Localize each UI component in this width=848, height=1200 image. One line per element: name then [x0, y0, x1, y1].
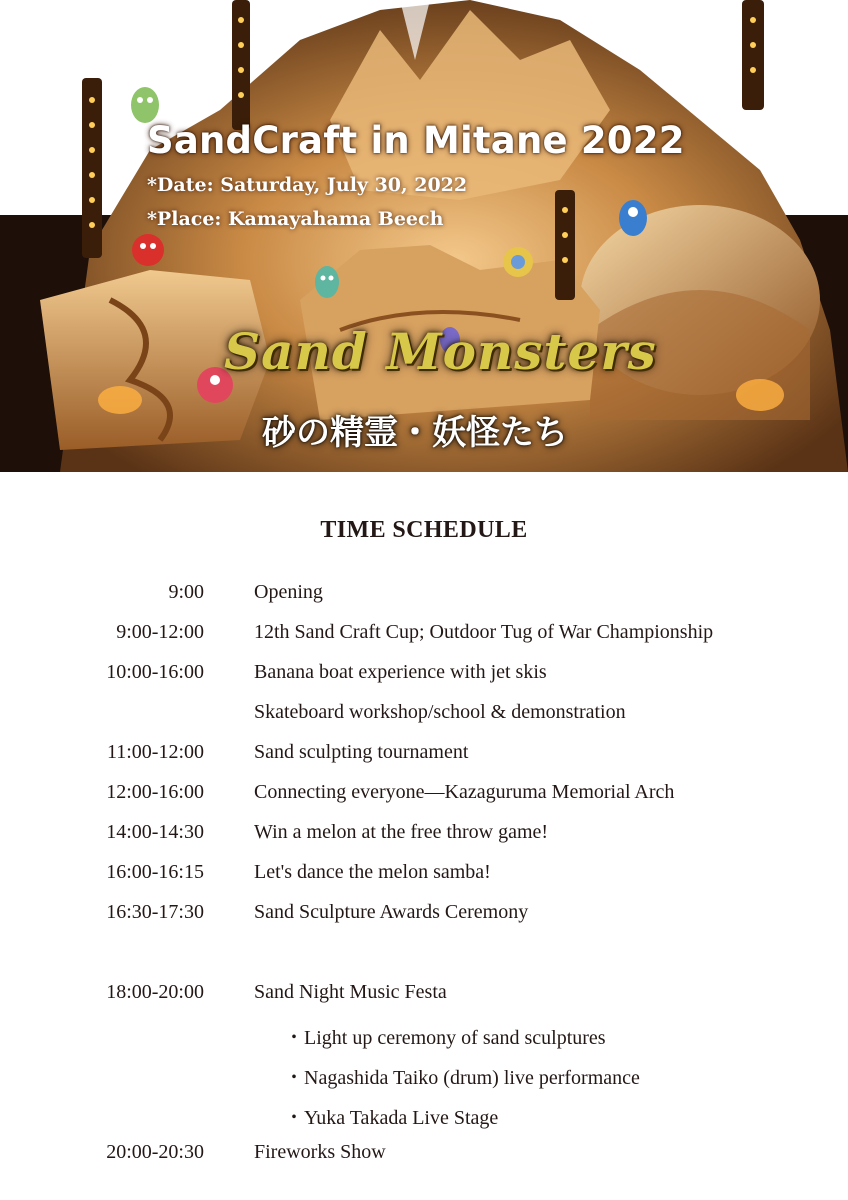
sand-sculpture-illustration [0, 0, 848, 472]
hero-banner [0, 0, 848, 472]
schedule-event: Let's dance the melon samba! [254, 861, 491, 883]
schedule-event: ・Nagashida Taiko (drum) live performance [284, 1067, 640, 1089]
blue-monster-icon [619, 200, 647, 236]
schedule-time: 12:00-16:00 [106, 781, 204, 803]
schedule-event: Sand Sculpture Awards Ceremony [254, 901, 529, 923]
schedule-time: 16:00-16:15 [106, 861, 204, 883]
schedule-event: Banana boat experience with jet skis [254, 661, 547, 683]
schedule-event: 12th Sand Craft Cup; Outdoor Tug of War Championship [254, 621, 714, 643]
snail-monster-icon [503, 247, 533, 277]
schedule-list [0, 573, 848, 1173]
green-monster-icon [131, 87, 159, 123]
event-place: *Place: Kamayahama Beech [147, 208, 444, 230]
schedule-event: ・Yuka Takada Live Stage [284, 1107, 499, 1129]
schedule-row [0, 693, 848, 733]
schedule-row [0, 973, 848, 1013]
schedule-time: 10:00-16:00 [106, 661, 204, 683]
event-date: *Date: Saturday, July 30, 2022 [147, 174, 468, 196]
schedule-row [0, 613, 848, 653]
schedule-row [0, 573, 848, 613]
teal-monster-icon [315, 266, 339, 298]
schedule-heading: TIME SCHEDULE [320, 517, 528, 543]
theme-logo-english: Sand Monsters [224, 322, 657, 381]
event-title: SandCraft in Mitane 2022 [147, 119, 685, 162]
schedule-event: Win a melon at the free throw game! [254, 821, 549, 843]
schedule-event: Fireworks Show [254, 1141, 386, 1163]
schedule-row [0, 1133, 848, 1173]
schedule-event: Opening [254, 581, 323, 603]
schedule-time: 14:00-14:30 [106, 821, 204, 843]
red-monster-icon [132, 234, 164, 266]
schedule-time: 9:00 [168, 581, 204, 603]
schedule-time: 9:00-12:00 [116, 621, 204, 643]
schedule-time: 16:30-17:30 [106, 901, 204, 923]
schedule-time: 11:00-12:00 [106, 741, 204, 763]
schedule-event: Sand sculpting tournament [254, 741, 469, 763]
schedule-subitem [0, 1053, 848, 1093]
schedule-row [0, 853, 848, 893]
schedule-row [0, 773, 848, 813]
schedule-row [0, 893, 848, 933]
schedule-gap [0, 933, 848, 973]
schedule-time: 20:00-20:30 [106, 1141, 204, 1163]
schedule-event: ・Light up ceremony of sand sculptures [284, 1027, 606, 1049]
schedule-row [0, 813, 848, 853]
schedule-event: Sand Night Music Festa [254, 981, 447, 1003]
schedule-time: 18:00-20:00 [106, 981, 204, 1003]
schedule-subitem [0, 1013, 848, 1053]
schedule-event: Skateboard workshop/school & demonstration [254, 701, 626, 723]
schedule-row [0, 733, 848, 773]
schedule-event: Connecting everyone—Kazaguruma Memorial Arch [254, 781, 675, 803]
theme-logo-japanese: 砂の精霊・妖怪たち [262, 413, 568, 453]
schedule-subitem [0, 1093, 848, 1133]
schedule-row [0, 653, 848, 693]
